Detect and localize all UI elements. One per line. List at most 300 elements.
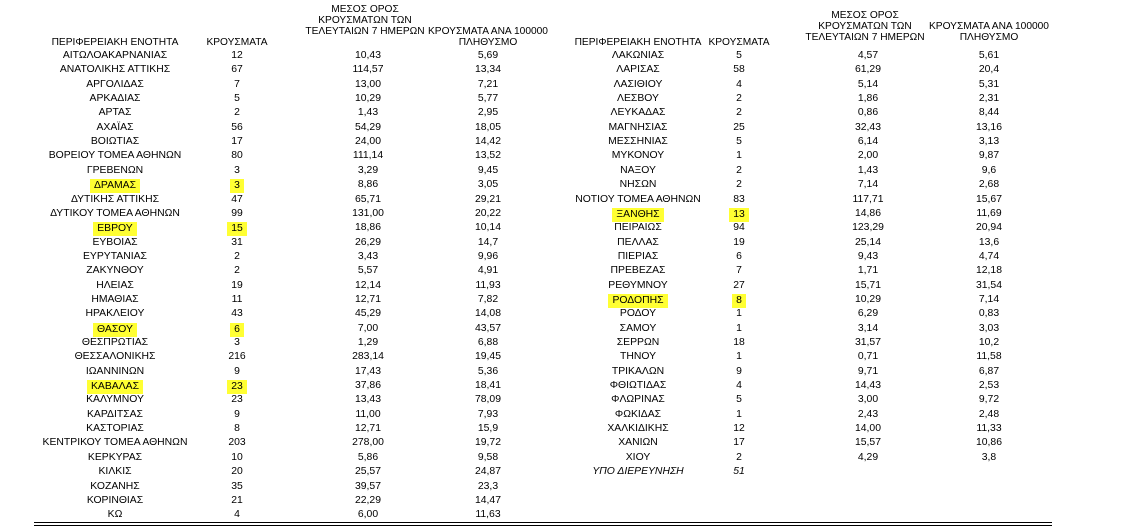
header-per100k-line2: ΠΛΗΘΥΣΜΟ: [959, 32, 1019, 43]
cell-region: [20, 265, 210, 277]
avg7-value: 5,57: [357, 265, 379, 277]
cell-per100k: [919, 452, 1059, 464]
cell-avg7: [798, 165, 938, 177]
cell-cases: [699, 323, 779, 335]
cell-avg7: [798, 351, 938, 363]
region-value: ΚΑΛΥΜΝΟΥ: [86, 394, 144, 406]
cases-value: 5: [736, 50, 742, 61]
cell-cases: [197, 452, 277, 464]
cases-value: 58: [733, 64, 745, 76]
avg7-value: 5,14: [857, 78, 879, 90]
region-value: ΥΠΟ ΔΙΕΡΕΥΝΗΣΗ: [592, 466, 684, 478]
avg7-value: 25,57: [354, 466, 381, 478]
region-value: ΚΕΡΚΥΡΑΣ: [87, 451, 143, 463]
avg7-value: 6,29: [857, 308, 879, 320]
region-value: ΠΕΙΡΑΙΩΣ: [614, 222, 662, 234]
per100k-value: 14,7: [477, 236, 499, 248]
cell-cases: [197, 194, 277, 206]
avg7-value: 0,86: [857, 107, 879, 119]
cell-avg7: [298, 409, 438, 421]
cell-per100k: [418, 351, 558, 363]
cell-per100k: [919, 64, 1059, 76]
cell-per100k: [418, 208, 558, 220]
region-value: ΑΡΚΑΔΙΑΣ: [89, 93, 141, 105]
cell-avg7: [798, 64, 938, 76]
cases-value: 1: [736, 308, 742, 320]
per100k-value: 24,87: [474, 466, 501, 478]
per100k-value: 5,69: [477, 50, 499, 61]
region-value: ΒΟΡΕΙΟΥ ΤΟΜΕΑ ΑΘΗΝΩΝ: [48, 150, 182, 162]
cell-avg7: [298, 380, 438, 392]
cases-value: 23: [227, 380, 247, 394]
avg7-value: 12,71: [354, 293, 381, 305]
cell-cases: [699, 452, 779, 464]
per100k-value: 15,67: [975, 193, 1002, 205]
cell-avg7: [798, 394, 938, 406]
cell-region: [20, 509, 210, 521]
per100k-value: 8,44: [978, 107, 1000, 119]
cell-per100k: [418, 466, 558, 478]
region-value: ΗΛΕΙΑΣ: [96, 279, 134, 291]
cell-avg7: [298, 222, 438, 234]
per100k-value: 10,86: [975, 437, 1002, 449]
region-value: ΚΑΡΔΙΤΣΑΣ: [87, 408, 143, 420]
cell-cases: [699, 437, 779, 449]
region-value: ΖΑΚΥΝΘΟΥ: [86, 265, 144, 277]
cell-per100k: [919, 409, 1059, 421]
cell-per100k: [418, 265, 558, 277]
per100k-value: 18,41: [474, 380, 501, 392]
region-value: ΡΟΔΟΥ: [619, 308, 657, 320]
cell-per100k: [919, 122, 1059, 134]
region-value: ΘΑΣΟΥ: [93, 323, 137, 337]
cell-avg7: [298, 437, 438, 449]
region-value: ΕΒΡΟΥ: [93, 222, 136, 236]
avg7-value: 1,43: [357, 107, 379, 119]
cell-cases: [699, 79, 779, 91]
avg7-value: 283,14: [352, 351, 384, 363]
cases-value: 4: [234, 509, 240, 521]
avg7-value: 7,14: [857, 179, 879, 191]
cell-region: [20, 366, 210, 378]
header-avg7-line1: ΜΕΣΟΣ ΟΡΟΣ: [331, 4, 399, 15]
avg7-value: 117,71: [852, 193, 884, 205]
cases-value: 13: [729, 208, 749, 222]
per100k-value: 78,09: [474, 394, 501, 406]
cell-region: [20, 380, 210, 394]
cell-cases: [699, 294, 779, 308]
per100k-value: 7,21: [477, 78, 499, 90]
cases-value: 4: [736, 78, 742, 90]
cell-per100k: [919, 280, 1059, 292]
cell-region: [20, 452, 210, 464]
per100k-value: 15,9: [477, 423, 499, 435]
avg7-value: 65,71: [354, 193, 381, 205]
cell-avg7: [298, 481, 438, 493]
cell-per100k: [418, 194, 558, 206]
cell-cases: [197, 466, 277, 478]
cases-value: 8: [732, 294, 746, 308]
header-cases-left: ΚΡΟΥΣΜΑΤΑ: [206, 37, 268, 48]
cell-per100k: [919, 237, 1059, 249]
avg7-value: 5,86: [357, 451, 379, 463]
region-value: ΕΥΒΟΙΑΣ: [92, 236, 138, 248]
cases-value: 1: [736, 408, 742, 420]
region-value: ΠΕΛΛΑΣ: [617, 236, 659, 248]
region-value: ΡΕΘΥΜΝΟΥ: [608, 279, 668, 291]
cell-per100k: [418, 423, 558, 435]
avg7-value: 9,43: [857, 250, 879, 262]
cell-cases: [197, 366, 277, 378]
cell-cases: [197, 437, 277, 449]
cell-cases: [197, 93, 277, 105]
cell-cases: [699, 409, 779, 421]
region-value: ΠΙΕΡΙΑΣ: [617, 250, 659, 262]
per100k-value: 14,08: [474, 308, 501, 320]
per100k-value: 12,18: [975, 265, 1002, 277]
cell-avg7: [798, 452, 938, 464]
cell-cases: [699, 208, 779, 222]
cell-region: [20, 122, 210, 134]
cases-value: 12: [733, 423, 745, 435]
region-value: ΜΥΚΟΝΟΥ: [611, 150, 665, 162]
avg7-value: 4,57: [857, 50, 879, 61]
region-value: ΦΛΩΡΙΝΑΣ: [611, 394, 665, 406]
per100k-value: 6,87: [978, 365, 1000, 377]
region-value: ΠΡΕΒΕΖΑΣ: [610, 265, 666, 277]
cell-region: [20, 222, 210, 236]
cell-avg7: [298, 179, 438, 191]
region-value: ΛΑΡΙΣΑΣ: [616, 64, 660, 76]
cell-avg7: [798, 409, 938, 421]
avg7-value: 10,29: [354, 93, 381, 105]
cell-per100k: [418, 79, 558, 91]
cell-per100k: [418, 107, 558, 119]
cell-region: [20, 280, 210, 292]
avg7-value: 2,43: [857, 408, 879, 420]
cell-per100k: [919, 308, 1059, 320]
cell-cases: [197, 308, 277, 320]
cases-value: 17: [231, 136, 243, 148]
region-value: ΚΕΝΤΡΙΚΟΥ ΤΟΜΕΑ ΑΘΗΝΩΝ: [42, 437, 188, 449]
cell-per100k: [919, 251, 1059, 263]
cell-cases: [197, 423, 277, 435]
region-value: ΤΡΙΚΑΛΩΝ: [611, 365, 665, 377]
cell-avg7: [798, 308, 938, 320]
per100k-value: 11,33: [976, 423, 1002, 435]
region-value: ΛΑΚΩΝΙΑΣ: [611, 50, 665, 61]
avg7-value: 111,14: [352, 150, 384, 162]
cell-per100k: [418, 437, 558, 449]
cell-cases: [197, 481, 277, 493]
region-value: ΦΘΙΩΤΙΔΑΣ: [609, 380, 667, 392]
cases-value: 15: [227, 222, 247, 236]
region-value: ΑΝΑΤΟΛΙΚΗΣ ΑΤΤΙΚΗΣ: [59, 64, 171, 76]
avg7-value: 11,00: [355, 408, 381, 420]
avg7-value: 1,43: [857, 164, 879, 176]
cell-avg7: [298, 150, 438, 162]
cell-cases: [699, 351, 779, 363]
avg7-value: 14,00: [854, 423, 881, 435]
cases-value: 18: [733, 337, 745, 348]
cell-cases: [699, 394, 779, 406]
region-value: ΧΑΝΙΩΝ: [618, 437, 658, 449]
region-value: ΝΟΤΙΟΥ ΤΟΜΕΑ ΑΘΗΝΩΝ: [575, 193, 701, 205]
cell-avg7: [298, 323, 438, 335]
cell-cases: [699, 179, 779, 191]
avg7-value: 7,00: [357, 322, 379, 334]
region-value: ΗΜΑΘΙΑΣ: [91, 293, 139, 305]
cell-cases: [197, 150, 277, 162]
cases-value: 80: [231, 150, 243, 162]
cases-value: 19: [231, 279, 243, 291]
region-value: ΓΡΕΒΕΝΩΝ: [86, 164, 144, 176]
per100k-value: 3,8: [981, 451, 997, 463]
cases-value: 2: [736, 451, 742, 463]
avg7-value: 39,57: [354, 480, 381, 492]
avg7-value: 32,43: [854, 121, 881, 133]
cell-avg7: [798, 136, 938, 148]
cases-value: 2: [736, 164, 742, 176]
avg7-value: 2,00: [857, 150, 879, 162]
avg7-value: 12,71: [354, 423, 381, 435]
cell-avg7: [798, 337, 938, 349]
avg7-value: 26,29: [354, 236, 381, 248]
region-value: ΑΡΓΟΛΙΔΑΣ: [86, 78, 144, 90]
cell-per100k: [919, 194, 1059, 206]
header-avg7-line2: ΚΡΟΥΣΜΑΤΩΝ ΤΩΝ: [318, 15, 412, 26]
avg7-value: 4,29: [857, 451, 879, 463]
avg7-value: 31,57: [854, 337, 881, 348]
cases-value: 56: [231, 121, 243, 133]
cell-cases: [197, 107, 277, 119]
cell-per100k: [919, 136, 1059, 148]
cell-per100k: [919, 208, 1059, 220]
cell-per100k: [418, 366, 558, 378]
cell-region: [20, 179, 210, 193]
cell-avg7: [798, 323, 938, 335]
cell-avg7: [298, 237, 438, 249]
cases-value: 6: [736, 250, 742, 262]
cell-cases: [699, 194, 779, 206]
cell-region: [20, 308, 210, 320]
cell-per100k: [418, 251, 558, 263]
cell-cases: [197, 265, 277, 277]
cell-avg7: [298, 308, 438, 320]
cell-avg7: [298, 79, 438, 91]
region-value: ΗΡΑΚΛΕΙΟΥ: [85, 308, 145, 320]
avg7-value: 37,86: [354, 380, 381, 392]
cell-per100k: [919, 222, 1059, 234]
per100k-value: 18,05: [474, 121, 501, 133]
cell-avg7: [798, 50, 938, 62]
avg7-value: 1,29: [357, 337, 379, 348]
avg7-value: 61,29: [854, 64, 881, 76]
per100k-value: 23,3: [477, 480, 499, 492]
header-avg7-right: [795, 10, 935, 43]
cell-per100k: [919, 150, 1059, 162]
cell-avg7: [298, 394, 438, 406]
per100k-value: 31,54: [975, 279, 1002, 291]
region-value: ΔΡΑΜΑΣ: [90, 179, 140, 193]
cell-region: [20, 294, 210, 306]
cell-avg7: [798, 237, 938, 249]
avg7-value: 25,14: [854, 236, 881, 248]
avg7-value: 15,71: [854, 279, 881, 291]
cell-avg7: [298, 208, 438, 220]
cases-value: 2: [234, 265, 240, 277]
cell-cases: [699, 122, 779, 134]
cases-value: 27: [733, 279, 745, 291]
cell-per100k: [418, 237, 558, 249]
cell-cases: [197, 79, 277, 91]
cases-value: 2: [736, 107, 742, 119]
cell-region: [20, 150, 210, 162]
region-value: ΚΑΣΤΟΡΙΑΣ: [86, 423, 144, 435]
avg7-value: 1,86: [857, 93, 879, 105]
avg7-value: 114,57: [352, 64, 384, 76]
cell-per100k: [919, 294, 1059, 306]
cases-value: 3: [234, 337, 240, 348]
per100k-value: 20,94: [975, 222, 1002, 234]
cases-value: 216: [228, 351, 246, 363]
cell-region: [20, 466, 210, 478]
cell-avg7: [298, 107, 438, 119]
cell-avg7: [798, 380, 938, 392]
cases-value: 4: [736, 380, 742, 392]
per100k-value: 2,95: [477, 107, 499, 119]
cases-value: 25: [733, 121, 745, 133]
cell-avg7: [798, 93, 938, 105]
avg7-value: 10,29: [854, 293, 881, 305]
cases-value: 203: [228, 437, 246, 449]
cell-per100k: [919, 265, 1059, 277]
per100k-value: 9,58: [477, 451, 499, 463]
cell-per100k: [919, 165, 1059, 177]
cell-avg7: [798, 122, 938, 134]
cases-value: 51: [733, 466, 745, 478]
cell-region: [20, 437, 210, 449]
region-value: ΝΑΞΟΥ: [620, 164, 656, 176]
cell-cases: [699, 308, 779, 320]
per100k-value: 6,88: [477, 337, 499, 348]
cell-avg7: [298, 337, 438, 349]
cell-avg7: [298, 165, 438, 177]
per100k-value: 13,16: [975, 121, 1002, 133]
region-value: ΚΟΖΑΝΗΣ: [90, 480, 140, 492]
region-value: ΤΗΝΟΥ: [619, 351, 657, 363]
cell-cases: [699, 64, 779, 76]
cell-per100k: [418, 509, 558, 521]
cell-cases: [197, 495, 277, 507]
header-avg7-line2: ΚΡΟΥΣΜΑΤΩΝ ΤΩΝ: [818, 21, 912, 32]
header-per100k-line2: ΠΛΗΘΥΣΜΟ: [458, 37, 518, 48]
per100k-value: 11,63: [475, 509, 501, 521]
cases-value: 1: [736, 150, 742, 162]
region-value: ΧΑΛΚΙΔΙΚΗΣ: [607, 423, 669, 435]
cases-value: 3: [230, 179, 244, 193]
cell-region: [20, 409, 210, 421]
cell-per100k: [418, 294, 558, 306]
per100k-value: 13,6: [978, 236, 1000, 248]
cases-value: 9: [736, 365, 742, 377]
cell-region: [20, 79, 210, 91]
per100k-value: 11,93: [475, 279, 501, 291]
header-cases-right: ΚΡΟΥΣΜΑΤΑ: [708, 37, 770, 48]
cell-per100k: [418, 179, 558, 191]
header-per100k-left: [418, 26, 558, 48]
cell-region: [20, 394, 210, 406]
region-value: ΕΥΡΥΤΑΝΙΑΣ: [83, 250, 147, 262]
cases-value: 7: [234, 78, 240, 90]
region-value: ΜΑΓΝΗΣΙΑΣ: [608, 121, 668, 133]
region-value: ΑΡΤΑΣ: [98, 107, 132, 119]
cell-cases: [197, 280, 277, 292]
per100k-value: 4,91: [477, 265, 499, 277]
cell-per100k: [418, 222, 558, 234]
avg7-value: 22,29: [354, 494, 381, 506]
cell-avg7: [798, 150, 938, 162]
cell-cases: [699, 237, 779, 249]
cell-per100k: [919, 323, 1059, 335]
avg7-value: 8,86: [357, 179, 379, 191]
cases-value: 43: [231, 308, 243, 320]
cell-avg7: [298, 423, 438, 435]
per100k-value: 7,93: [477, 408, 499, 420]
avg7-value: 9,71: [857, 365, 879, 377]
cell-per100k: [418, 280, 558, 292]
cases-value: 31: [231, 236, 243, 248]
avg7-value: 10,43: [354, 50, 381, 61]
avg7-value: 15,57: [854, 437, 881, 449]
cell-per100k: [418, 165, 558, 177]
region-value: ΞΑΝΘΗΣ: [612, 208, 663, 222]
cell-per100k: [919, 437, 1059, 449]
cell-cases: [197, 136, 277, 148]
cases-value: 10: [231, 451, 243, 463]
avg7-value: 3,00: [857, 394, 879, 406]
cell-per100k: [919, 394, 1059, 406]
avg7-value: 45,29: [354, 308, 381, 320]
avg7-value: 6,00: [357, 509, 379, 521]
region-value: ΚΑΒΑΛΑΣ: [87, 380, 143, 394]
cell-region: [20, 194, 210, 206]
avg7-value: 14,86: [854, 207, 881, 219]
region-value: ΔΥΤΙΚΟΥ ΤΟΜΕΑ ΑΘΗΝΩΝ: [50, 207, 180, 219]
bottom-rule-second: [34, 525, 1052, 526]
per100k-value: 20,22: [474, 207, 501, 219]
cell-per100k: [919, 337, 1059, 349]
per100k-value: 9,45: [477, 164, 499, 176]
avg7-value: 3,43: [357, 250, 379, 262]
cell-avg7: [798, 179, 938, 191]
header-avg7-left: [295, 4, 435, 37]
per100k-value: 7,14: [978, 293, 1000, 305]
header-avg7-line3: ΤΕΛΕΥΤΑΙΩΝ 7 ΗΜΕΡΩΝ: [805, 32, 925, 43]
region-value: ΚΩ: [107, 509, 123, 521]
cell-region: [20, 64, 210, 76]
region-value: ΣΑΜΟΥ: [619, 322, 657, 334]
cases-value: 3: [234, 164, 240, 176]
cases-value: 11: [231, 293, 243, 305]
cell-per100k: [418, 323, 558, 335]
cases-value: 67: [231, 64, 243, 76]
cell-avg7: [798, 107, 938, 119]
cell-per100k: [919, 107, 1059, 119]
cell-cases: [699, 136, 779, 148]
cases-value: 8: [234, 423, 240, 435]
cell-per100k: [418, 452, 558, 464]
